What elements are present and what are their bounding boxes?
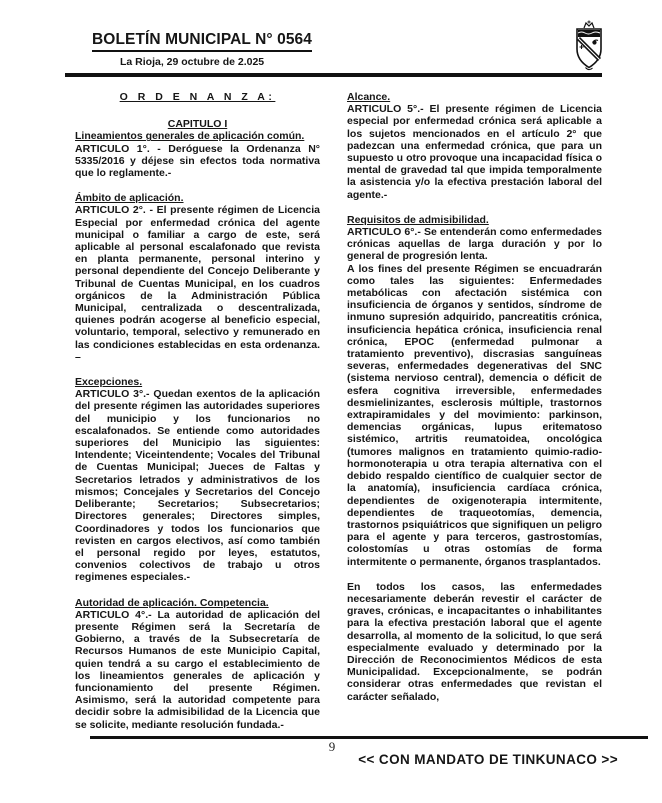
ordenanza-heading: O R D E N A N Z A: [119, 91, 276, 103]
section-heading-autoridad: Autoridad de aplicación. Competencia. [75, 596, 269, 609]
closing-paragraph: En todos los casos, las enfermedades necesariamente deberán revestir el carácter de graves, crónicas, e incapacitantes o inhabilitantes para la efectiva prestación laboral que el agente desarrolla, al momento de la solicitud, lo que será especialmente evaluado y determinado por la Dirección de Reconocimientos Médicos de esta Municipalidad. Excepcionalmente, se podrán considerar otras enfermedades que revistan el carácter señalado, [347, 580, 602, 703]
article-3-paragraph: ARTICULO 3°.- Quedan exentos de la aplicación del presente régimen las autoridades superiores del municipio y los funcionarios no escalafonados. Se entiende como autoridades superiores del Municipio las siguientes: Intendente; Viceintendente; Vocales del Tribunal de Cuentas Municipal; Jueces de Faltas y Secretarios letrados y administrativos de los mismos; Concejales y Secretarios del Concejo Deliberante; Secretarios; Subsecretarios; Directores generales; Directores simples, Coordinadores y todos los funcionarios que revisten en cargos electivos, así como también el personal regido por leyes, estatutos, convenios colectivos de trabajo u otros regimenes especiales.- [75, 388, 320, 584]
article-2-paragraph: ARTICULO 2°. - El presente régimen de Licencia Especial por enfermedad crónica del agente municipal o familiar a cargo de este, será aplicable al personal escalafonado que revista en planta permanente, personal interino y personal dependiente del Concejo Deliberante y Tribunal de Cuentas Municipal, en los cuadros orgánicos de la Administración Pública Municipal, centralizada o descentralizada, quienes podrán acogerse al beneficio especial, voluntario, temporal, selectivo y remunerado en las condiciones establecidas en esta ordenanza. – [75, 204, 320, 363]
article-6-paragraph: ARTICULO 6°.- Se entenderán como enfermedades crónicas aquellas de larga duración y por lo general de progresión lenta. [347, 226, 602, 263]
header-rule [65, 73, 602, 77]
article-5-paragraph: ARTICULO 5°.- El presente régimen de Licencia especial por enfermedad crónica será aplicable a los sujetos mencionados en el artículo 2° que padezcan una enfermedad crónica, que para un supuesto u otro provoque una incapacidad física o mental de gravedad tal que impida temporalmente la asistencia y/o la efectiva prestación laboral del agente.- [347, 103, 602, 201]
date-line: La Rioja, 29 octubre de 2.025 [120, 56, 265, 68]
article-1-paragraph: ARTICULO 1°. - Deróguese la Ordenanza N° 5335/2016 y déjese sin efectos toda normativa que lo reglamente.- [75, 142, 320, 180]
la-rioja-municipal-crest-icon [571, 19, 607, 78]
article-6-paragraph-2: A los fines del presente Régimen se encuadrarán como tales las siguientes: Enfermedades metabólicas con afectación sistémica con insuficiencia de órganos y sentidos, síndrome de inmuno supresión adquirido, pancreatitis crónica, insuficiencia hepática crónica, insuficiencia renal crónica, EPOC (enfermedad pulmonar a tratamiento preventivo), discrasias sanguíneas severas, enfermedades degenerativas del SNC (sistema nervioso central), demencia o déficit de esfera cognitiva irreversible, enfermedades desmielinizantes, esclerosis múltiple, trastornos extrapiramidales y del movimiento: parkinson, demencias orgánicas, lupus eritematoso sistémico, artritis reumatoidea, oncológica (tumores malignos en tratamiento quimio-radio-hormonoterapia u otra terapia alternativa con el debido respaldo científico de cualquier sector de la anatomía), insuficiencia cardíaca crónica, dependientes de oxigenoterapia intermitente, dependientes de traqueotomías, demencia, trastornos psiquiátricos que signifiquen un peligro para el agente y para terceros, gastrostomías, colostomías u otras ostomías de forma intermitente o permanente, órganos trasplantados. [347, 262, 602, 568]
capitulo-heading: CAPITULO I [167, 118, 228, 131]
footer-mandate: << CON MANDATO DE TINKUNACO >> [358, 752, 618, 767]
section-heading-ambito: Ámbito de aplicación. [75, 192, 184, 205]
document-body [75, 91, 602, 731]
section-heading-lineamientos: Lineamientos generales de aplicación común. [75, 130, 305, 143]
right-column [347, 91, 602, 731]
page-title: BOLETÍN MUNICIPAL N° 0564 [92, 31, 312, 52]
section-heading-excepciones: Excepciones. [75, 376, 143, 389]
page-number: 9 [328, 739, 336, 754]
article-4-paragraph: ARTICULO 4°.- La autoridad de aplicación del presente Régimen será la Secretaría de Gobierno, a través de la Subsecretaría de Recursos Humanos de este Municipio Capital, quien tendrá a su cargo el establecimiento de los lineamientos generales de aplicación y funcionamiento del presente Régimen. Asimismo, será la autoridad competente para decidir sobre la admisibilidad de la Licencia que se solicite, mediante resolución fundada.- [75, 608, 320, 731]
section-heading-requisitos: Requisitos de admisibilidad. [347, 213, 489, 226]
footer-rule [90, 736, 648, 739]
section-heading-alcance: Alcance. [347, 91, 391, 103]
left-column [75, 91, 320, 731]
